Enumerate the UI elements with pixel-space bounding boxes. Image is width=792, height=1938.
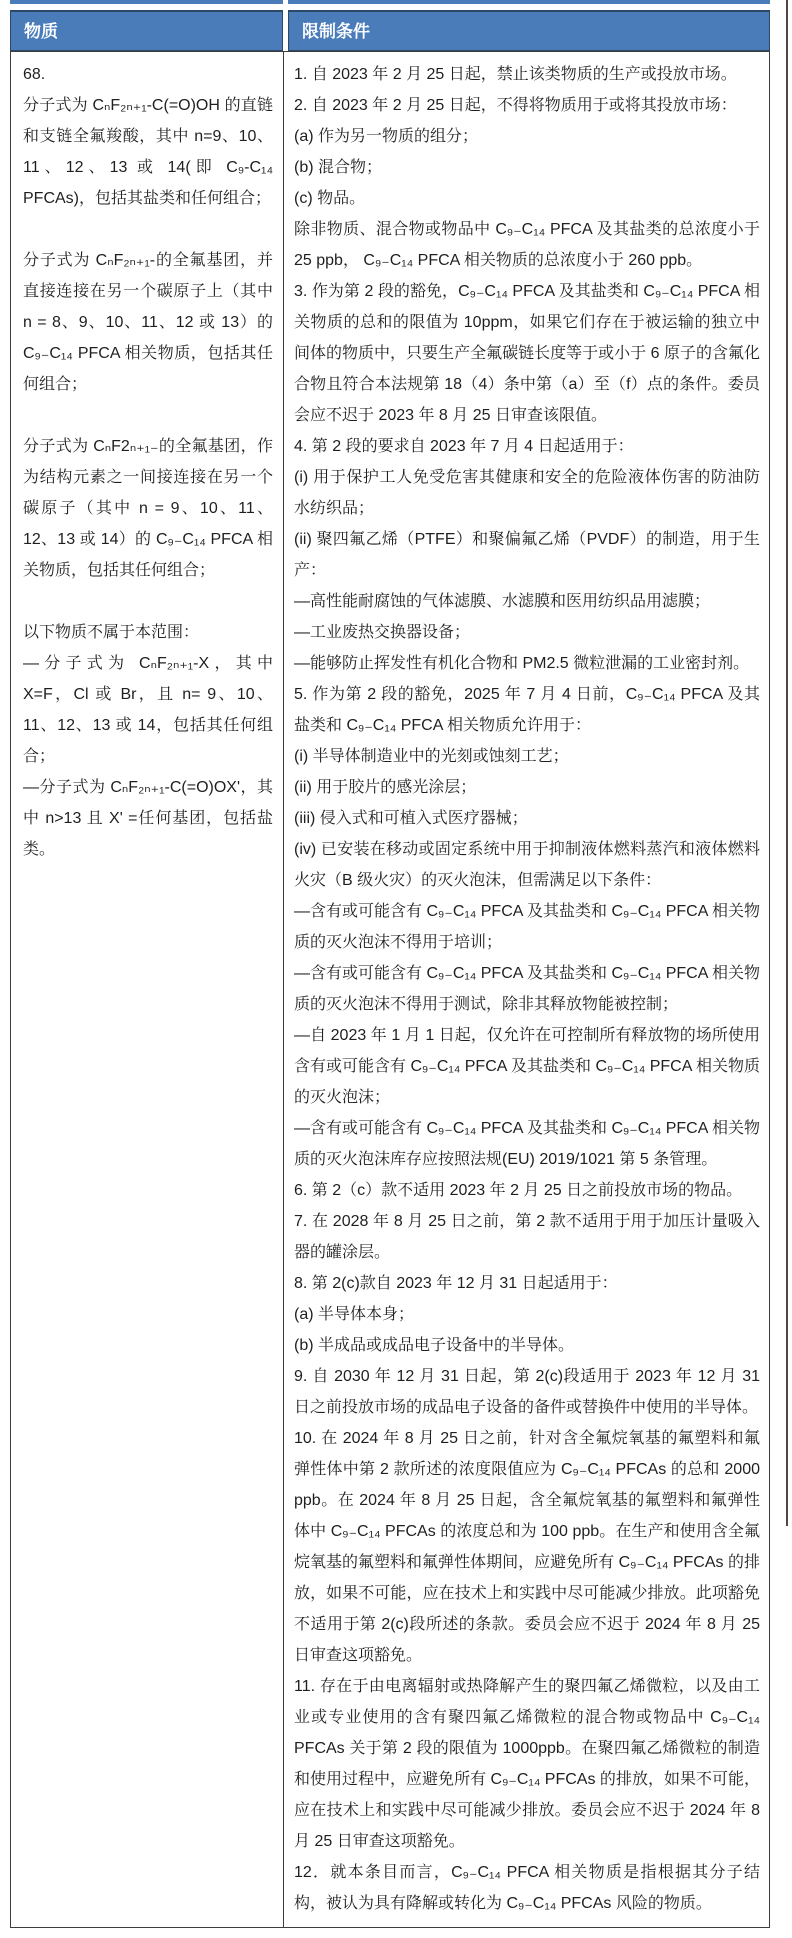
condition-line: 10. 在 2024 年 8 月 25 日之前，针对含全氟烷氧基的氟塑料和氟弹性体中第 2 款所述的浓度限值应为 C₉₋C₁₄ PFCAs 的总和 2000 ppb。在 2024 年 8 月 25 日起，含全氟烷氧基的氟塑料和氟弹性体中 C₉₋C₁₄ PFCAs 的浓度总和为 100 ppb。在生产和使用含全氟烷氧基的氟塑料和氟弹性体期间，应避免所有 C₉₋C₁₄ PFCAs 的排放，如果不可能，应在技术上和实践中尽可能减少排放。此项豁免不适用于第 2(c)段所述的条款。委员会应不迟于 2024 年 8 月 25 日审查这项豁免。: [294, 1430, 760, 1664]
condition-line: 3. 作为第 2 段的豁免，C₉₋C₁₄ PFCA 及其盐类和 C₉₋C₁₄ PFCA 相关物质的总和的限值为 10ppm，如果它们存在于被运输的独立中间体的物质中，只要生产全氟碳链长度等于或小于 6 原子的含氟化合物且符合本法规第 18（4）条中第（a）至（f）点的条件。委员会应不迟于 2023 年 8 月 25 日审查该限值。: [294, 283, 760, 424]
condition-line: 8. 第 2(c)款自 2023 年 12 月 31 日起适用于：: [294, 1275, 618, 1292]
condition-line: (c) 物品。: [294, 190, 366, 207]
condition-line: (ii) 聚四氟乙烯（PTFE）和聚偏氟乙烯（PVDF）的制造，用于生产：: [294, 531, 760, 579]
condition-line: 5. 作为第 2 段的豁免，2025 年 7 月 4 日前，C₉₋C₁₄ PFCA 及其盐类和 C₉₋C₁₄ PFCA 相关物质允许用于：: [294, 686, 760, 734]
condition-line: (iv) 已安装在移动或固定系统中用于抑制液体燃料蒸汽和液体燃料火灾（B 级火灾）的灭火泡沫，但需满足以下条件：: [294, 841, 760, 889]
substance-paragraph: [23, 586, 273, 617]
condition-line: (ii) 用于胶片的感光涂层；: [294, 779, 477, 796]
condition-line: 4. 第 2 段的要求自 2023 年 7 月 4 日起适用于：: [294, 438, 634, 455]
condition-line: (a) 半导体本身；: [294, 1306, 415, 1323]
substance-paragraph: 分子式为 CₙF₂ₙ₊₁-C(=O)OH 的直链和支链全氟羧酸，其中 n=9、10、11、12、13 或 14(即 C₉-C₁₄ PFCAs)，包括其盐类和任何组合；: [23, 97, 273, 207]
table-body-row: [10, 51, 770, 1928]
substance-paragraph: 分子式为 CₙF2ₙ₊₁₋的全氟基团，作为结构元素之一间接连接在另一个碳原子（其中 n = 9、10、11、12、13 或 14）的 C₉₋C₁₄ PFCA 相关物质，包括其任何组合；: [23, 438, 273, 579]
condition-line: —含有或可能含有 C₉₋C₁₄ PFCA 及其盐类和 C₉₋C₁₄ PFCA 相关物质的灭火泡沫不得用于培训；: [294, 903, 760, 951]
condition-line: (i) 用于保护工人免受危害其健康和安全的危险液体伤害的防油防水纺织品；: [294, 469, 760, 517]
condition-line: (iii) 侵入式和可植入式医疗器械；: [294, 810, 528, 827]
condition-line: —工业废热交换器设备；: [294, 624, 471, 641]
condition-line: —能够防止挥发性有机化合物和 PM2.5 微粒泄漏的工业密封剂。: [294, 655, 750, 672]
substance-paragraph: 以下物质不属于本范围：: [23, 624, 200, 641]
condition-line: 6. 第 2（c）款不适用 2023 年 2 月 25 日之前投放市场的物品。: [294, 1182, 743, 1199]
condition-line: (b) 半成品或成品电子设备中的半导体。: [294, 1337, 575, 1354]
cropped-table-edge-line: [786, 0, 788, 1526]
condition-line: (i) 半导体制造业中的光刻或蚀刻工艺；: [294, 748, 569, 765]
condition-line: —高性能耐腐蚀的气体滤膜、水滤膜和医用纺织品用滤膜；: [294, 593, 711, 610]
condition-line: 7. 在 2028 年 8 月 25 日之前，第 2 款不适用于用于加压计量吸入器的罐涂层。: [294, 1213, 760, 1261]
condition-line: —含有或可能含有 C₉₋C₁₄ PFCA 及其盐类和 C₉₋C₁₄ PFCA 相关物质的灭火泡沫不得用于测试，除非其释放物能被控制；: [294, 965, 760, 1013]
condition-line: (b) 混合物；: [294, 159, 383, 176]
condition-line: —含有或可能含有 C₉₋C₁₄ PFCA 及其盐类和 C₉₋C₁₄ PFCA 相关物质的灭火泡沫库存应按照法规(EU) 2019/1021 第 5 条管理。: [294, 1120, 760, 1168]
substance-paragraph: [23, 214, 273, 245]
column-header-substance: 物质: [10, 10, 283, 51]
condition-line: (a) 作为另一物质的组分；: [294, 128, 479, 145]
restriction-conditions-cell: [284, 52, 769, 1927]
condition-line: 12．就本条目而言，C₉₋C₁₄ PFCA 相关物质是指根据其分子结构，被认为具有降解或转化为 C₉₋C₁₄ PFCAs 风险的物质。: [294, 1864, 760, 1912]
condition-line: 2. 自 2023 年 2 月 25 日起，不得将物质用于或将其投放市场：: [294, 97, 737, 114]
condition-line: 1. 自 2023 年 2 月 25 日起，禁止该类物质的生产或投放市场。: [294, 66, 737, 83]
table-header-row: [10, 10, 770, 51]
cropped-previous-row-left-cell: [10, 0, 283, 4]
condition-line: 除非物质、混合物或物品中 C₉₋C₁₄ PFCA 及其盐类的总浓度小于 25 ppb， C₉₋C₁₄ PFCA 相关物质的总浓度小于 260 ppb。: [294, 221, 760, 269]
cropped-previous-row: [10, 0, 770, 4]
substance-paragraph: 分子式为 CₙF₂ₙ₊₁-的全氟基团，并直接连接在另一个碳原子上（其中 n = 8、9、10、11、12 或 13）的 C₉₋C₁₄ PFCA 相关物质，包括其任何组合；: [23, 252, 273, 393]
substance-entry-number: 68.: [23, 66, 46, 83]
substance-cell: [11, 52, 284, 1927]
substance-paragraph: [23, 400, 273, 431]
substance-paragraph: —分子式为 CₙF₂ₙ₊₁-X，其中 X=F，Cl 或 Br，且 n= 9、10、11、12、13 或 14，包括其任何组合；: [23, 655, 273, 765]
condition-line: —自 2023 年 1 月 1 日起，仅允许在可控制所有释放物的场所使用含有或可能含有 C₉₋C₁₄ PFCA 及其盐类和 C₉₋C₁₄ PFCA 相关物质的灭火泡沫；: [294, 1027, 760, 1106]
condition-line: 9. 自 2030 年 12 月 31 日起，第 2(c)段适用于 2023 年 12 月 31 日之前投放市场的成品电子设备的备件或替换件中使用的半导体。: [294, 1368, 760, 1416]
cropped-previous-row-right-cell: [288, 0, 770, 4]
condition-line: 11. 存在于由电离辐射或热降解产生的聚四氟乙烯微粒，以及由工业或专业使用的含有聚四氟乙烯微粒的混合物或物品中 C₉₋C₁₄ PFCAs 关于第 2 段的限值为 1000ppb。在聚四氟乙烯微粒的制造和使用过程中，应避免所有 C₉₋C₁₄ PFCAs 的排放，如果不可能，应在技术上和实践中尽可能减少排放。委员会应不迟于 2024 年 8 月 25 日审查这项豁免。: [294, 1678, 760, 1850]
substance-paragraph: —分子式为 CₙF₂ₙ₊₁-C(=O)OX'，其中 n>13 且 X' =任何基团，包括盐类。: [23, 779, 273, 858]
column-header-restriction-conditions: 限制条件: [288, 10, 770, 51]
